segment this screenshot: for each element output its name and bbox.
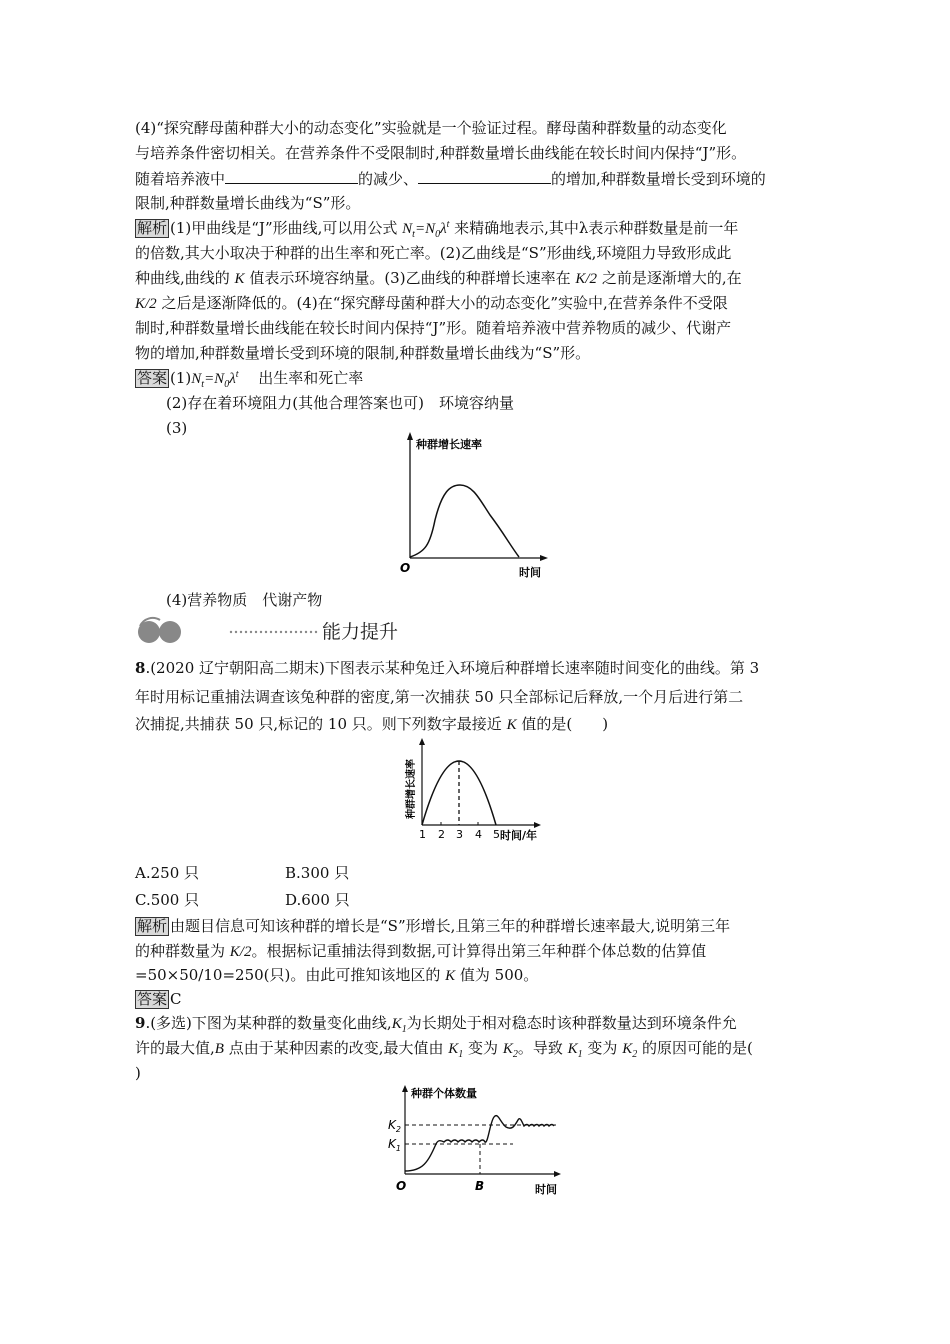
text: 次捕捉,共捕获 50 只,标记的 10 只。则下列数字最接近 (135, 715, 507, 733)
text: 由题目信息可知该种群的增长是“S”形增长,且第三年的种群增长速率最大,说明第三年 (170, 917, 731, 935)
b-label: B (475, 1179, 485, 1193)
q7-answer-line4: (4)营养物质 代谢产物 (166, 591, 323, 609)
rabbit-growth-rate-chart (398, 735, 553, 847)
text: 为长期处于相对稳态时该种群数量达到环境条件允 (406, 1014, 737, 1032)
text: 点由于某种因素的改变,最大值由 (223, 1039, 449, 1057)
text: 变为 (582, 1039, 623, 1057)
analysis-tag: 解析 (137, 917, 168, 935)
text: 之前是逐渐增大的,在 (597, 269, 742, 287)
answer-tag: 答案 (137, 369, 168, 387)
q9-line2: 许的最大值,B 点由于某种因素的改变,最大值由 $K_1$ 变为 $K_2$。导致 $K_1$ 变为 $K_2$ 的原因可能的是( (135, 1039, 753, 1060)
q9-line3: ) (135, 1064, 141, 1082)
q7-part4-line1: (4)“探究酵母菌种群大小的动态变化”实验就是一个验证过程。酵母菌种群数量的动态变化 (135, 119, 727, 137)
q7-part4-line2: 与培养条件密切相关。在营养条件不受限制时,种群数量增长曲线能在较长时间内保持“J”形。 (135, 144, 747, 162)
q7-part4-line4: 限制,种群数量增长曲线为“S”形。 (135, 194, 361, 212)
text: 的增加,种群数量增长受到环境的 (551, 170, 766, 188)
y-label: 种群个体数量 (411, 1087, 477, 1100)
k2-symbol: K/2 (229, 944, 252, 960)
q8-analysis-line2 (135, 941, 706, 962)
population-size-chart (378, 1082, 578, 1200)
text: 的减少、 (358, 170, 419, 188)
k1-label: $K_1$ (388, 1137, 401, 1153)
y-arrow-icon (419, 738, 425, 745)
b-symbol: B (214, 1041, 224, 1057)
text: 随着培养液中 (135, 170, 226, 188)
question-number: 9 (135, 1014, 146, 1032)
x-tick-3: 3 (456, 828, 463, 841)
option-c[interactable]: C.500 只 (135, 891, 200, 909)
q7-part4-line3 (135, 168, 766, 189)
origin-label: O (400, 561, 411, 575)
q8-analysis-line1 (135, 916, 730, 936)
population-curve (405, 1116, 554, 1171)
q7-answer-line2: (2)存在着环境阻力(其他合理答案也可) 环境容纳量 (166, 394, 514, 412)
x-tick-2: 2 (438, 828, 445, 841)
k2-symbol: K/2 (575, 271, 598, 287)
y-label: 种群增长速率 (406, 759, 417, 819)
origin-label: O (396, 1179, 407, 1193)
text: (1)甲曲线是“J”形曲线,可以用公式 (170, 219, 403, 237)
q8-analysis-line3 (135, 965, 538, 986)
text: 值为 500。 (455, 966, 539, 984)
text: 的种群数量为 (135, 942, 230, 960)
x-arrow-icon (554, 1171, 561, 1177)
analysis-tag: 解析 (137, 219, 168, 237)
k-symbol: K (506, 717, 517, 733)
q8-answer (135, 989, 182, 1009)
q7-analysis-line3 (135, 268, 742, 289)
text: (1) (170, 369, 192, 387)
q7-answer-line1: 答案 $(1)N_t=N_0\lambda^t$ 出生率和死亡率 (137, 369, 364, 390)
text: 种曲线,曲线的 (135, 269, 235, 287)
q7-analysis-line1: 解析 (1)甲曲线是“J”形曲线,可以用公式 $N_t=N_0\lambda^t$ 来精确地表示,其中λ表示种群数量是前一年 (137, 219, 739, 240)
q8-line2: 年时用标记重捕法调查该兔种群的密度,第一次捕获 50 只全部标记后释放,一个月后进行第二 (135, 688, 744, 706)
section-title: 能力提升 (322, 621, 399, 643)
q8-line3 (135, 714, 608, 735)
q7-analysis-line4 (135, 293, 728, 314)
x-tick-4: 4 (475, 828, 482, 841)
x-arrow-icon (534, 822, 541, 828)
growth-rate-chart-1 (395, 430, 560, 585)
answer-tag: 答案 (137, 990, 168, 1008)
text: 。根据标记重捕法得到数据,可计算得出第三年种群个体总数的估算值 (251, 942, 707, 960)
q7-answer-line3: (3) (166, 419, 188, 437)
option-a[interactable]: A.250 只 (135, 864, 199, 882)
k-symbol: K (234, 271, 245, 287)
q8-options-row2 (135, 890, 350, 910)
q8-options-row1 (135, 863, 349, 883)
text: 来精确地表示,其中λ表示种群数量是前一年 (454, 219, 739, 237)
q7-analysis-line2: 的倍数,其大小取决于种群的出生率和死亡率。(2)乙曲线是“S”形曲线,环境阻力导致形成此 (135, 244, 732, 262)
k2-symbol: K/2 (135, 296, 157, 312)
text: 许的最大值, (135, 1039, 215, 1057)
text: 变为 (463, 1039, 503, 1057)
text: 值的是( ) (516, 715, 609, 733)
y-arrow-icon (402, 1085, 408, 1092)
x-label: 时间/年 (500, 829, 538, 842)
q7-analysis-line5: 制时,种群数量增长曲线能在较长时间内保持“J”形。随着培养液中营养物质的减少、代谢产 (135, 319, 732, 337)
text: 值表示环境容纳量。(3)乙曲线的种群增长速率在 (244, 269, 576, 287)
x-label: 时间 (519, 566, 541, 579)
y-label: 种群增长速率 (416, 438, 482, 451)
blank-2[interactable] (418, 168, 551, 184)
blank-1[interactable] (225, 168, 358, 184)
option-d[interactable]: D.600 只 (285, 891, 350, 909)
question-number: 8 (135, 659, 146, 677)
x-arrow-icon (540, 555, 548, 561)
text: .(多选)下图为某种群的数量变化曲线, (145, 1014, 392, 1032)
text: 之后是逐渐降低的。(4)在“探究酵母菌种群大小的动态变化”实验中,在营养条件不受限 (156, 294, 728, 312)
text: .(2020 辽宁朝阳高二期末)下图表示某种兔迁入环境后种群增长速率随时间变化的曲线。第 3 (145, 659, 760, 677)
q7-analysis-line6: 物的增加,种群数量增长受到环境的限制,种群数量增长曲线为“S”形。 (135, 344, 591, 362)
text: 。导致 (517, 1039, 568, 1057)
q8-line1 (135, 658, 759, 678)
x-tick-5: 5 (493, 828, 500, 841)
option-b[interactable]: B.300 只 (285, 864, 350, 882)
section-header (135, 615, 535, 645)
x-tick-1: 1 (419, 828, 426, 841)
x-label: 时间 (535, 1183, 557, 1196)
y-arrow-icon (407, 432, 413, 440)
k-symbol: K (445, 968, 456, 984)
k2-label: $K_2$ (388, 1118, 401, 1134)
q9-line1: 9.(多选)下图为某种群的数量变化曲线$,K_1$为长期处于相对稳态时该种群数量达到环境条件允 (135, 1014, 737, 1035)
text: 的原因可能的是( (637, 1039, 753, 1057)
text: =50×50/10=250(只)。由此可推知该地区的 (135, 966, 446, 984)
growth-curve (410, 485, 519, 557)
answer-value: C (170, 990, 182, 1008)
section-badge-icon (135, 615, 455, 645)
text: 出生率和死亡率 (258, 369, 364, 387)
